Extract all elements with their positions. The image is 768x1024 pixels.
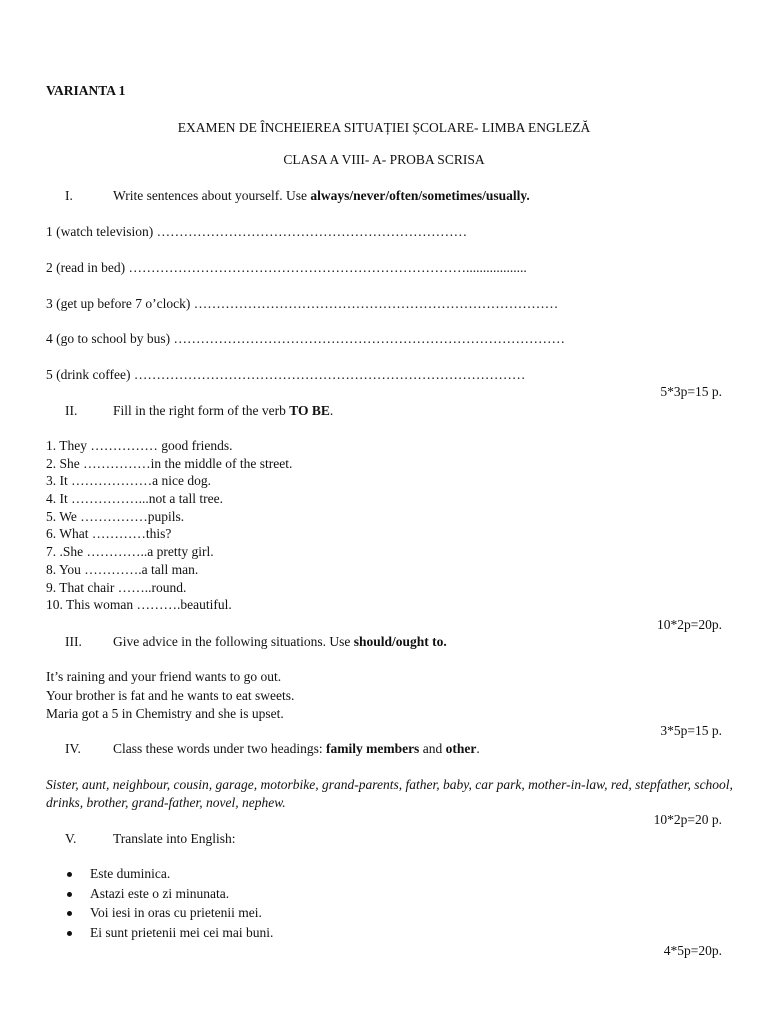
section-3-list xyxy=(46,668,294,724)
section-2-heading xyxy=(65,402,333,420)
section-2-item-4: 4. It ……………...not a tall tree. xyxy=(46,491,223,507)
section-5-item-text: Este duminica. xyxy=(90,866,171,881)
section-1-item-2: 2 (read in bed) ………………………………………………………………….................. xyxy=(46,260,527,275)
section-5-item-text: Voi iesi in oras cu prietenii mei. xyxy=(90,905,262,920)
section-3-item-3: Maria got a 5 in Chemistry and she is upset. xyxy=(46,706,284,721)
section-4-emphasis-1: family members xyxy=(325,741,420,756)
section-2-item-6: 6. What …………this? xyxy=(46,526,172,542)
section-2-instruction: Fill in the right form of the verb xyxy=(113,403,290,418)
section-1-item-3: 3 (get up before 7 o’clock) ……………………………………………………………………… xyxy=(46,296,559,311)
section-2-score: 10*2p=20p. xyxy=(657,617,722,632)
section-5-item xyxy=(67,924,273,944)
section-5-item xyxy=(67,865,273,885)
bullet-icon xyxy=(67,931,72,936)
section-1-item-4: 4 (go to school by bus) …………………………………………………………………………… xyxy=(46,331,565,346)
section-2-item-8: 8. You ………….a tall man. xyxy=(46,561,199,577)
section-5-item xyxy=(67,904,273,924)
section-2-item-2: 2. She ……………in the middle of the street. xyxy=(46,455,293,471)
section-4-score: 10*2p=20 p. xyxy=(653,812,722,827)
section-5-list xyxy=(67,865,273,943)
section-2-item-3: 3. It ………………a nice dog. xyxy=(46,473,211,489)
exam-subtitle: CLASA A VIII- A- PROBA SCRISA xyxy=(283,152,485,167)
variant-label: VARIANTA 1 xyxy=(46,83,126,98)
section-4-heading xyxy=(65,740,480,758)
section-1-emphasis: always/never/often/sometimes/usually. xyxy=(310,188,530,203)
section-4-instruction: Class these words under two headings: xyxy=(113,741,326,756)
section-3-item-1: It’s raining and your friend wants to go out. xyxy=(46,669,282,684)
section-2-suffix: . xyxy=(329,403,334,418)
bullet-icon xyxy=(67,911,72,916)
section-1-instruction: Write sentences about yourself. Use xyxy=(113,188,311,203)
section-1-score: 5*3p=15 p. xyxy=(660,384,722,399)
section-1-heading xyxy=(65,187,530,205)
section-3-instruction: Give advice in the following situations. Use xyxy=(113,634,354,649)
section-2-item-1: 1. They …………… good friends. xyxy=(46,438,233,453)
section-5-score: 4*5p=20p. xyxy=(663,943,722,958)
section-5-item xyxy=(67,885,273,905)
section-3-heading xyxy=(65,633,447,651)
section-2-list xyxy=(46,437,292,614)
section-4-middle: and xyxy=(419,741,446,756)
section-5-item-text: Ei sunt prietenii mei cei mai buni. xyxy=(90,924,274,940)
bullet-icon xyxy=(67,872,72,877)
section-4-emphasis-2: other xyxy=(445,741,477,756)
section-1-number: I. xyxy=(65,188,73,203)
section-2-number: II. xyxy=(65,403,78,418)
section-2-item-5: 5. We ……………pupils. xyxy=(46,508,185,524)
section-5-instruction: Translate into English: xyxy=(113,831,236,846)
section-1-item-1: 1 (watch television) …………………………………………………………… xyxy=(46,224,468,239)
section-3-item-2: Your brother is fat and he wants to eat sweets. xyxy=(46,687,295,703)
section-3-emphasis: should/ought to. xyxy=(353,634,447,649)
bullet-icon xyxy=(67,892,72,897)
section-2-item-9: 9. That chair ……..round. xyxy=(46,579,187,595)
section-2-item-10: 10. This woman ……….beautiful. xyxy=(46,597,232,613)
section-4-suffix: . xyxy=(476,741,480,756)
section-5-item-text: Astazi este o zi minunata. xyxy=(90,885,230,901)
section-3-number: III. xyxy=(65,634,82,649)
section-3-score: 3*5p=15 p. xyxy=(660,723,722,738)
section-5-heading xyxy=(65,830,236,848)
section-5-number: V. xyxy=(65,831,77,846)
section-4-word-list: Sister, aunt, neighbour, cousin, garage, motorbike, grand-parents, father, baby, car park, mother-in-law, red, stepfather, school, drinks, brother, grand-father, novel, nephew. xyxy=(46,777,733,810)
section-4-number: IV. xyxy=(65,741,81,756)
section-2-item-7: 7. .She …………..a pretty girl. xyxy=(46,544,214,560)
section-1-item-5: 5 (drink coffee) …………………………………………………………………………… xyxy=(46,367,526,382)
section-2-emphasis: TO BE xyxy=(289,403,330,418)
exam-title: EXAMEN DE ÎNCHEIEREA SITUAȚIEI ȘCOLARE- LIMBA ENGLEZĂ xyxy=(177,120,591,135)
